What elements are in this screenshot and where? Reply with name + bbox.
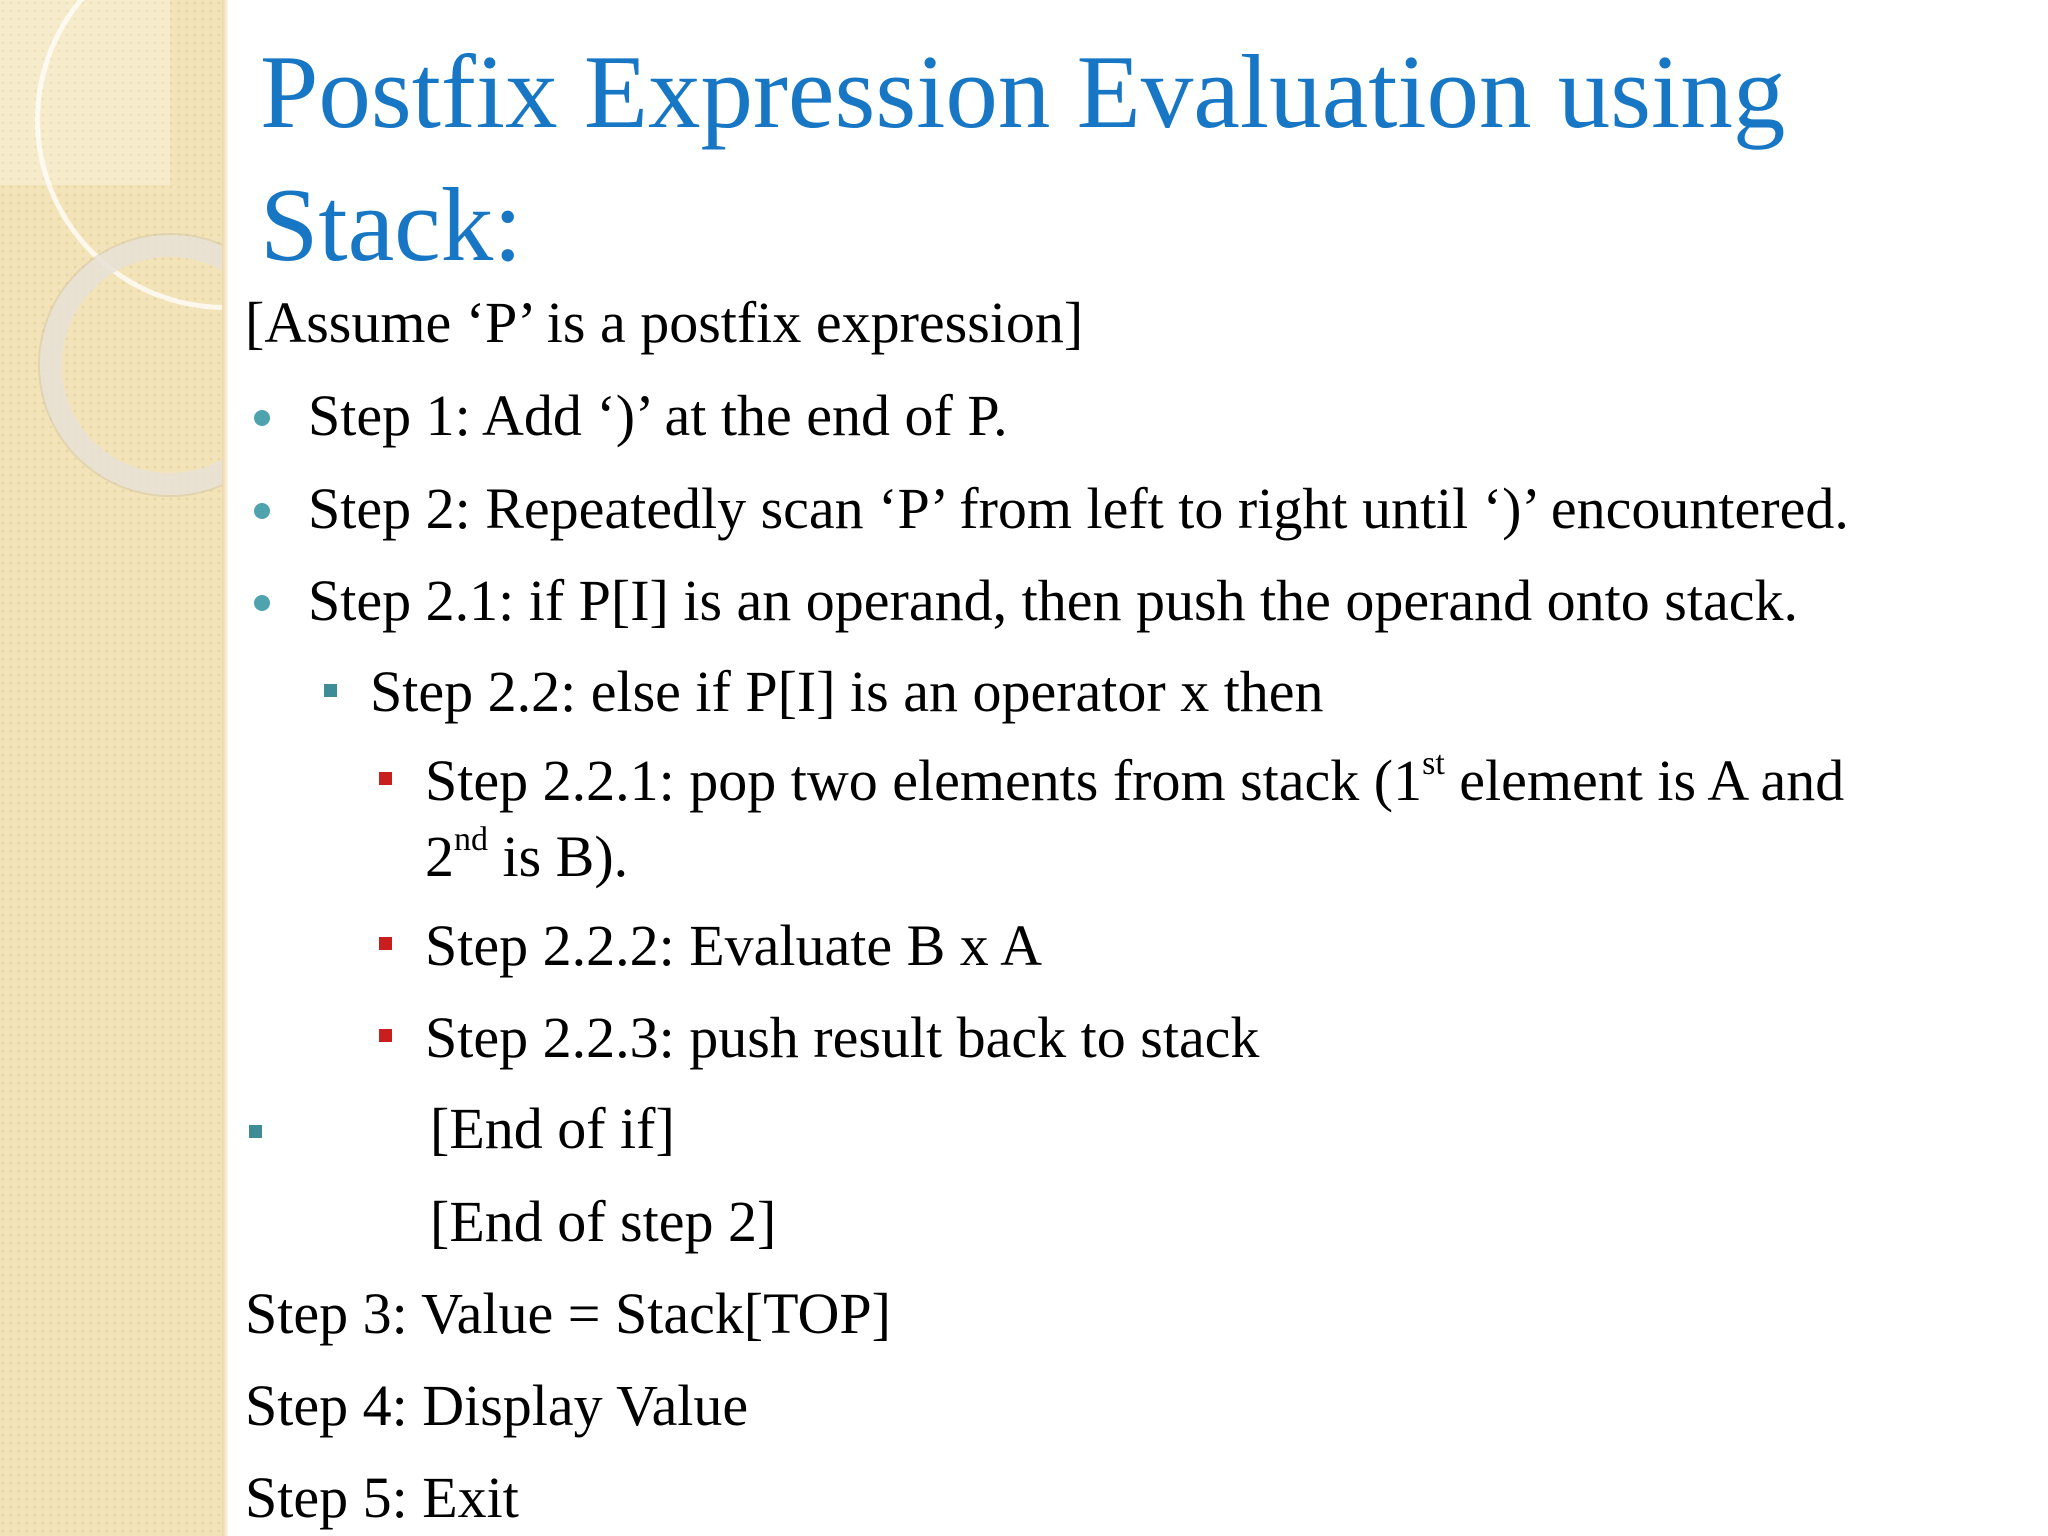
step-2: Step 2: Repeatedly scan ‘P’ from left to right until ‘)’ encountered. xyxy=(308,476,1849,541)
decorative-ring-small xyxy=(40,235,226,495)
decorative-sidebar xyxy=(0,0,226,1536)
step-4: Step 4: Display Value xyxy=(245,1373,749,1438)
sidebar-edge xyxy=(222,0,228,1536)
bullet-square-icon xyxy=(324,684,337,697)
end-of-if: [End of if] xyxy=(430,1096,675,1161)
step-2-2-1-line2-text-end: is B). xyxy=(488,824,629,889)
step-2-2-1-text: Step 2.2.1: pop two elements from stack (1 xyxy=(425,748,1423,813)
step-5: Step 5: Exit xyxy=(245,1465,519,1530)
bullet-square-icon xyxy=(379,1029,392,1042)
step-3: Step 3: Value = Stack[TOP] xyxy=(245,1281,891,1346)
end-of-step-2: [End of step 2] xyxy=(430,1189,777,1254)
bullet-dot-icon xyxy=(254,410,270,426)
bullet-dot-icon xyxy=(254,503,270,519)
superscript-st: st xyxy=(1422,744,1445,782)
slide-title: Postfix Expression Evaluation using Stack: xyxy=(260,33,1786,283)
step-2-2-1-text-end: element is A and xyxy=(1444,748,1845,813)
superscript-nd: nd xyxy=(454,820,488,858)
step-2-2-1-line-2 xyxy=(425,822,628,892)
step-1: Step 1: Add ‘)’ at the end of P. xyxy=(308,383,1008,448)
step-2-2-2: Step 2.2.2: Evaluate B x A xyxy=(425,913,1042,978)
bullet-square-icon xyxy=(379,937,392,950)
step-2-2: Step 2.2: else if P[I] is an operator x then xyxy=(370,659,1324,724)
step-2-2-3: Step 2.2.3: push result back to stack xyxy=(425,1005,1260,1070)
bullet-dot-icon xyxy=(254,595,270,611)
step-2-2-1 xyxy=(425,746,1844,816)
assume-text: [Assume ‘P’ is a postfix expression] xyxy=(245,290,1084,355)
step-2-2-1-line2-text: 2 xyxy=(425,824,454,889)
bullet-square-icon xyxy=(249,1125,262,1138)
step-2-1: Step 2.1: if P[I] is an operand, then push the operand onto stack. xyxy=(308,568,1798,633)
bullet-square-icon xyxy=(379,772,392,785)
